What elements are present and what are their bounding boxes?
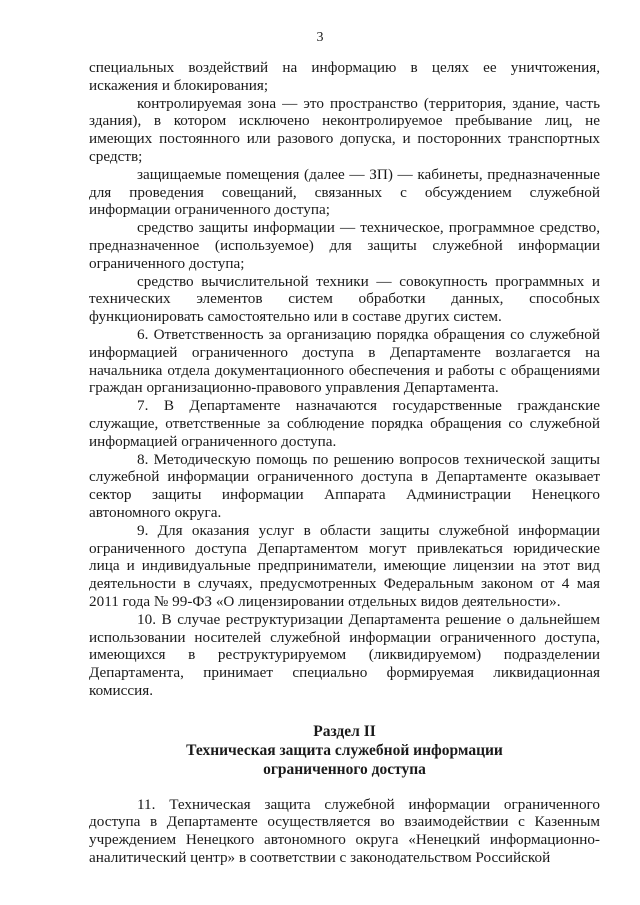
section-title-line-1: Техническая защита служебной информации <box>186 741 503 759</box>
paragraph: 9. Для оказания услуг в области защиты служебной информации ограниченного доступа Департаментом могут привлекаться юридические лица и индивидуальные предприниматели, имеющие лицензии на этот вид деятельности в случаях, предусмотренных Федеральным законом от 4 мая 2011 года № 99-ФЗ «О лицензировании отдельных видов деятельности». <box>89 521 600 610</box>
paragraph: 10. В случае реструктуризации Департамента решение о дальнейшем использовании носителей служебной информации ограниченного доступа, имеющихся в реструктурируемом (ликвидируемом) подразделении Департамента, принимает специально формируемая ликвидационная комиссия. <box>89 610 600 699</box>
paragraph: контролируемая зона — это пространство (территория, здание, часть здания), в котором исключено неконтролируемое пребывание лиц, не имеющих постоянного или разового допуска, и посторонних транспортных средств; <box>89 94 600 165</box>
paragraph: 11. Техническая защита служебной информации ограниченного доступа в Департаменте осуществляется во взаимодействии с Казенным учреждением Ненецкого автономного округа «Ненецкий информационно-аналитический центр» в соответствии с законодательством Российской <box>89 795 600 867</box>
paragraph: 7. В Департаменте назначаются государственные гражданские служащие, ответственные за соблюдение порядка обращения со служебной информацией ограниченного доступа. <box>89 397 600 450</box>
paragraph: средство вычислительной техники — совокупность программных и технических элементов систем обработки данных, способных функционировать самостоятельно или в составе других систем. <box>89 272 600 326</box>
paragraph: специальных воздействий на информацию в целях ее уничтожения, искажения и блокирования; <box>89 59 600 94</box>
section-title-line-2: ограниченного доступа <box>263 760 426 778</box>
paragraph-list-bottom <box>89 796 600 867</box>
page-number: 3 <box>316 30 324 45</box>
paragraph: средство защиты информации — техническое, программное средство, предназначенное (используемое) для защиты служебной информации ограниченного доступа; <box>89 219 600 272</box>
paragraph-list-top <box>89 59 600 700</box>
document-body <box>89 59 600 867</box>
paragraph: защищаемые помещения (далее — ЗП) — кабинеты, предназначенные для проведения совещаний, связанных с обсуждением служебной информации ограниченного доступа; <box>89 165 600 219</box>
paragraph: 6. Ответственность за организацию порядка обращения со служебной информацией ограниченного доступа в Департаменте возлагается на начальника отдела документационного обеспечения и работы с обращениями граждан организационно-правового управления Департамента. <box>89 325 600 397</box>
section-heading <box>89 722 600 779</box>
paragraph: 8. Методическую помощь по решению вопросов технической защиты служебной информации ограниченного доступа в Департаменте оказывает сектор защиты информации Аппарата Администрации Ненецкого автономного округа. <box>89 450 600 521</box>
section-number: Раздел II <box>313 722 376 740</box>
